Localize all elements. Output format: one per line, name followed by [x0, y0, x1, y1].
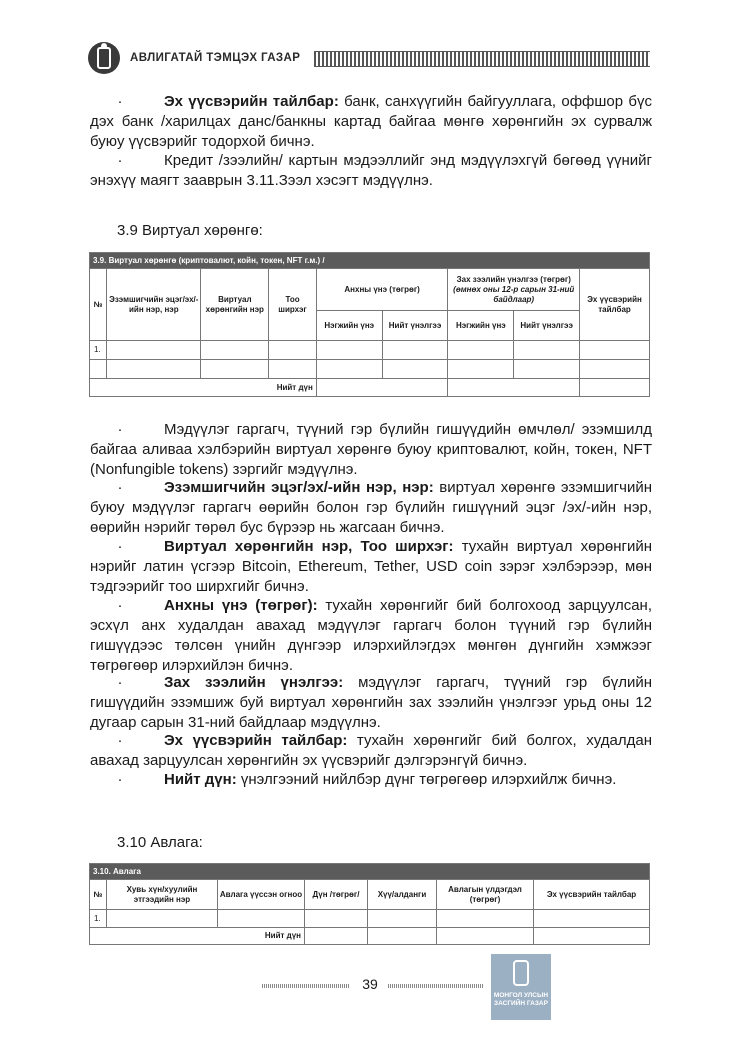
table-cell[interactable]: [534, 910, 650, 928]
page-header: [88, 42, 650, 76]
table-cell[interactable]: [580, 341, 650, 360]
total-label: Нийт дүн: [90, 379, 317, 397]
bullet: ·: [117, 538, 123, 555]
table-title: 3.10. Авлага: [90, 864, 650, 880]
explain-paragraph: [90, 770, 652, 790]
paragraph-text: Мэдүүлэг гаргагч, түүний гэр бүлийн гишүүдийн өмчлөл/ эзэмшилд байгаа аливаа хэлбэрийн виртуал хөрөнгө буюу криптовалют, койн, токен, NFT (Nonfungible tokens) зэргийг мэдүүлнэ.: [90, 421, 652, 478]
table-cell[interactable]: [305, 910, 368, 928]
table-cell[interactable]: [269, 360, 317, 379]
bold-term: Нийт дүн:: [164, 771, 237, 788]
total-cell[interactable]: [437, 928, 534, 945]
bullet: ·: [117, 479, 123, 496]
total-cell[interactable]: [580, 379, 650, 397]
table-cell[interactable]: [269, 341, 317, 360]
header-ornament: [314, 51, 650, 67]
table-title: 3.9. Виртуал хөрөнгө (криптовалют, койн, токен, NFT г.м.) /: [90, 253, 650, 269]
paragraph-text: тухайн хөрөнгийг бий болгох, худалдан авахад зарцуулсан хөрөнгийн эх үүсвэрийг дэлгэрэнгүй бичнэ.: [90, 732, 652, 769]
virtual-assets-table: [89, 252, 650, 397]
footer-rule-right: [388, 984, 484, 988]
bold-term: Анхны үнэ (төгрөг):: [164, 597, 318, 614]
sub-header: Нийт үнэлгээ: [382, 311, 448, 341]
col-header: №: [90, 880, 107, 910]
total-row: [90, 379, 650, 397]
table-cell[interactable]: [368, 910, 437, 928]
table-cell[interactable]: [580, 360, 650, 379]
explain-paragraph: [90, 673, 652, 733]
sub-header: Нийт үнэлгээ: [514, 311, 580, 341]
explain-paragraph: [90, 537, 652, 597]
table-cell[interactable]: [514, 341, 580, 360]
explain-paragraph: [90, 420, 652, 480]
page-number: 39: [362, 976, 378, 992]
intro-paragraph: [90, 92, 652, 152]
table-cell: [90, 360, 107, 379]
total-cell: [368, 928, 437, 945]
bold-term: Виртуал хөрөнгийн нэр, Тоо ширхэг:: [164, 538, 454, 555]
bold-term: Эх үүсвэрийн тайлбар:: [164, 732, 348, 749]
col-header: Эх үүсвэрийн тайлбар: [580, 269, 650, 341]
col-header: Эх үүсвэрийн тайлбар: [534, 880, 650, 910]
table-cell[interactable]: [107, 341, 201, 360]
table-cell[interactable]: [448, 341, 514, 360]
receivables-table: [89, 863, 650, 945]
sub-header: Нэгжийн үнэ: [448, 311, 514, 341]
footer-rule-left: [262, 984, 350, 988]
col-header: Тоо ширхэг: [269, 269, 317, 341]
paragraph-text: мэдүүлэг гаргагч, түүний гэр бүлийн гишүүдийн эзэмшиж буй виртуал хөрөнгийн зах зээлийн үнэлгээг урьд оны 12 дугаар сарын 31-ний байдлаар мэдүүлнэ.: [90, 674, 653, 731]
table-row: [90, 360, 650, 379]
paragraph-text: тухайн хөрөнгийг бий болгохоод зарцуулсан, эсхүл анх худалдан авахад мэдүүлэг гаргагч болон түүний гэр бүлийн гишүүдээс төлсөн үнийн дүнгээр илэрхийлэгдэх мөнгөн дүнгийн хэмжээг төгрөгөөр илэрхийлэн бичнэ.: [90, 597, 652, 674]
col-header: Виртуал хөрөнгийн нэр: [201, 269, 269, 341]
bold-term: Эх үүсвэрийн тайлбар:: [164, 93, 339, 110]
table-row: [90, 341, 650, 360]
table-cell[interactable]: [107, 360, 201, 379]
bullet: ·: [117, 152, 123, 169]
table-cell[interactable]: [437, 910, 534, 928]
intro-paragraph: [90, 151, 652, 191]
col-header: Анхны үнэ (төгрөг): [316, 269, 448, 311]
table-cell[interactable]: [107, 910, 218, 928]
total-row: [90, 928, 650, 945]
government-logo: [491, 954, 551, 1020]
bullet: ·: [117, 771, 123, 788]
col-header-note: (өмнөх оны 12-р сарын 31-ний байдлаар): [453, 284, 575, 304]
table-cell[interactable]: [218, 910, 305, 928]
row-number: 1.: [90, 910, 107, 928]
bullet: ·: [117, 421, 123, 438]
total-cell[interactable]: [305, 928, 368, 945]
row-number: 1.: [90, 341, 107, 360]
bullet: ·: [117, 732, 123, 749]
bold-term: Зах зээлийн үнэлгээ:: [164, 674, 344, 691]
paragraph-text: банк, санхүүгийн байгууллага, оффшор бүс дэх банк /харилцах данс/банкны картад байгаа мөнгө хөрөнгийн эх сурвалж буюу үүсвэрийг тодорхой бичнэ.: [90, 93, 652, 150]
col-header: Эзэмшигчийн эцэг/эх/-ийн нэр, нэр: [107, 269, 201, 341]
explain-paragraph: [90, 596, 652, 676]
bold-term: Эзэмшигчийн эцэг/эх/-ийн нэр, нэр:: [164, 479, 434, 496]
table-cell[interactable]: [316, 341, 382, 360]
col-header: Хувь хүн/хуулийн этгээдийн нэр: [107, 880, 218, 910]
col-header: №: [90, 269, 107, 341]
state-emblem-icon: [88, 42, 120, 74]
table-row: [90, 910, 650, 928]
paragraph-text: тухайн виртуал хөрөнгийн нэрийг латин үсгээр Bitcoin, Ethereum, Tether, USD coin зэрэг хэлбэрээр, мөн тэдгээрийг тоо ширхгийг бичнэ.: [90, 538, 652, 595]
paragraph-text: үнэлгээний нийлбэр дүнг төгрөгөөр илэрхийлж бичнэ.: [236, 771, 617, 788]
total-cell[interactable]: [448, 379, 580, 397]
table-cell[interactable]: [382, 341, 448, 360]
paragraph-text: Кредит /зээлийн/ картын мэдээллийг энд мэдүүлэхгүй бөгөөд үүнийг энэхүү маягт зааврын 3.11.Зээл хэсэгт мэдүүлнэ.: [90, 152, 652, 189]
col-header: [448, 269, 580, 311]
section-heading-3-10: 3.10 Авлага:: [117, 834, 203, 851]
sub-header: Нэгжийн үнэ: [316, 311, 382, 341]
table-cell[interactable]: [316, 360, 382, 379]
agency-name: АВЛИГАТАЙ ТЭМЦЭХ ГАЗАР: [130, 52, 301, 64]
col-header: Дүн /төгрөг/: [305, 880, 368, 910]
total-label: Нийт дүн: [90, 928, 305, 945]
government-logo-text: МОНГОЛ УЛСЫН ЗАСГИЙН ГАЗАР: [493, 992, 549, 1007]
col-header: Авлагын үлдэгдэл (төгрөг): [437, 880, 534, 910]
explain-paragraph: [90, 478, 652, 538]
col-header-text: Зах зээлийн үнэлгээ (төгрөг): [456, 274, 571, 284]
table-cell[interactable]: [448, 360, 514, 379]
total-cell[interactable]: [316, 379, 448, 397]
table-cell[interactable]: [201, 360, 269, 379]
col-header: Авлага үүссэн огноо: [218, 880, 305, 910]
explain-paragraph: [90, 731, 652, 771]
total-cell: [534, 928, 650, 945]
bullet: ·: [117, 597, 123, 614]
soyombo-icon: [513, 960, 529, 986]
table-cell[interactable]: [201, 341, 269, 360]
bullet: ·: [117, 674, 123, 691]
bullet: ·: [117, 93, 123, 110]
table-cell[interactable]: [514, 360, 580, 379]
col-header: Хүү/алданги: [368, 880, 437, 910]
table-cell[interactable]: [382, 360, 448, 379]
paragraph-text: виртуал хөрөнгө эзэмшигчийн буюу мэдүүлэг гаргагч өөрийн болон гэр бүлийн гишүүний эцэг /эх/-ийн нэр, өөрийн нэрийг төрөл бус бүрээр нь жагсаан бичнэ.: [90, 479, 652, 536]
section-heading-3-9: 3.9 Виртуал хөрөнгө:: [117, 222, 263, 239]
